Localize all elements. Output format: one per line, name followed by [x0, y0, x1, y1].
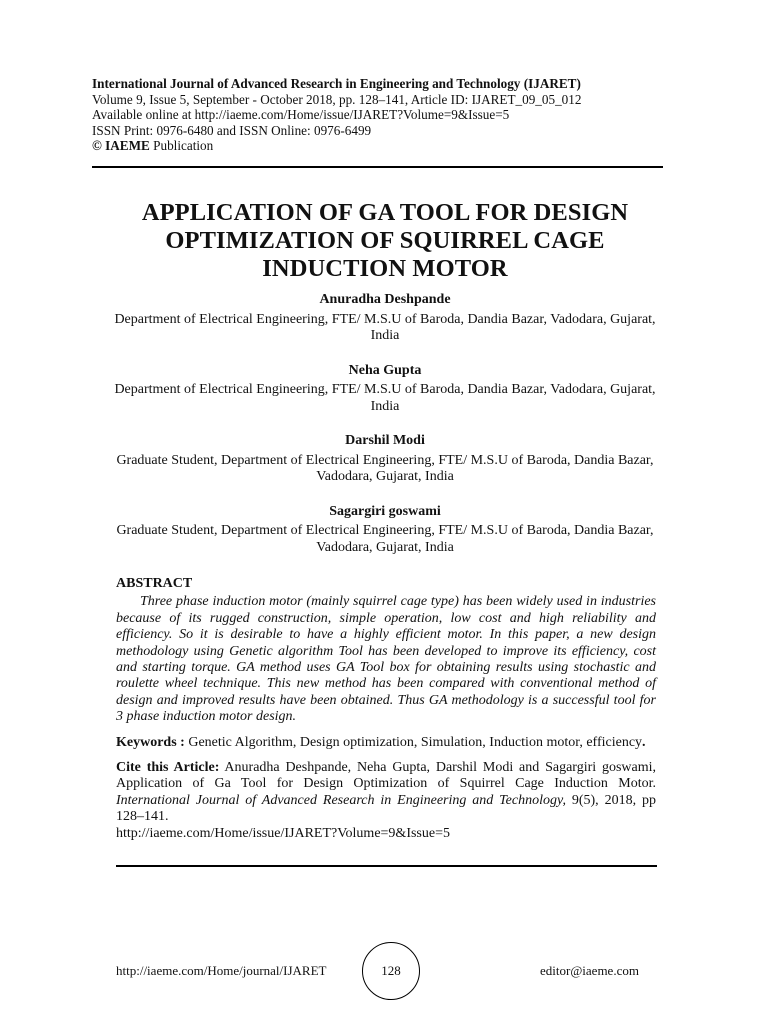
abstract-rule [116, 865, 657, 867]
header-rule [92, 166, 663, 168]
author-name: Sagargiri goswami [329, 503, 441, 519]
keywords [116, 735, 656, 751]
cite-journal: International Journal of Advanced Research in Engineering and Technology, [116, 792, 566, 808]
abstract-heading: ABSTRACT [116, 576, 193, 591]
keywords-end: . [642, 734, 646, 750]
author-block [92, 504, 678, 557]
author-name: Neha Gupta [348, 362, 422, 378]
cite-url[interactable]: http://iaeme.com/Home/issue/IJARET?Volume=9&Issue=5 [116, 825, 450, 841]
publisher-info [92, 138, 662, 154]
publisher-mark: © IAEME [92, 138, 150, 154]
author-name: Darshil Modi [345, 433, 425, 448]
title-line-3: INDUCTION MOTOR [262, 255, 508, 282]
publisher-word: Publication [149, 138, 214, 154]
issn-info: ISSN Print: 0976-6480 and ISSN Online: 0976-6499 [92, 122, 372, 138]
paper-title [92, 199, 678, 283]
author-name: Anuradha Deshpande [319, 292, 451, 307]
citation [116, 760, 656, 842]
abstract-section [116, 576, 656, 842]
footer-url[interactable]: http://iaeme.com/Home/journal/IJARET [116, 963, 327, 978]
cite-text: Anuradha Deshpande, Neha Gupta, Darshil Modi and Sagargiri goswami, Application of Ga Tool for Design Optimization of Squirrel Cage Induction Motor. [116, 760, 657, 792]
title-line-2: OPTIMIZATION OF SQUIRREL CAGE [165, 227, 605, 254]
cite-label: Cite this Article: [116, 760, 220, 776]
keywords-text: Genetic Algorithm, Design optimization, Simulation, Induction motor, efficiency [184, 734, 643, 750]
footer-email[interactable]: editor@iaeme.com [540, 963, 639, 978]
author-block [92, 363, 678, 416]
author-affiliation: Graduate Student, Department of Electrical Engineering, FTE/ M.S.U of Baroda, Dandia Bazar, Vadodara, Gujarat, India [116, 523, 654, 555]
title-line-1: APPLICATION OF GA TOOL FOR DESIGN [141, 199, 629, 226]
author-affiliation: Graduate Student, Department of Electrical Engineering, FTE/ M.S.U of Baroda, Dandia Bazar, Vadodara, Gujarat, India [116, 452, 654, 484]
cite-details: 9(5), 2018, pp 128–141. [116, 792, 656, 825]
page-number: 128 [362, 942, 420, 1000]
abstract-text: Three phase induction motor (mainly squirrel cage type) has been widely used in industries because of its rugged construction, simple operation, low cost and high reliability and efficiency. So it is desirable to have a highly efficient motor. In this paper, a new design methodology using Genetic algorithm Tool has been developed to improve its efficiency, cost and starting torque. GA method uses GA Tool box for obtaining results using stochastic and roulette wheel technique. This new method has been compared with conventional method of design and improved results have been obtained. Thus GA methodology is a successful tool for 3 phase induction motor design. [116, 594, 656, 725]
journal-name: International Journal of Advanced Research in Engineering and Technology (IJARET) [92, 76, 581, 91]
author-block [92, 292, 678, 345]
availability-info: Available online at http://iaeme.com/Home/issue/IJARET?Volume=9&Issue=5 [92, 107, 510, 123]
author-block [92, 433, 678, 486]
author-list [92, 292, 678, 574]
author-affiliation: Department of Electrical Engineering, FTE/ M.S.U of Baroda, Dandia Bazar, Vadodara, Gujarat, India [114, 311, 656, 343]
author-affiliation: Department of Electrical Engineering, FTE/ M.S.U of Baroda, Dandia Bazar, Vadodara, Gujarat, India [114, 382, 656, 414]
keywords-label: Keywords : [116, 734, 185, 750]
journal-header [92, 76, 662, 154]
volume-info: Volume 9, Issue 5, September - October 2018, pp. 128–141, Article ID: IJARET_09_05_012 [92, 91, 582, 107]
